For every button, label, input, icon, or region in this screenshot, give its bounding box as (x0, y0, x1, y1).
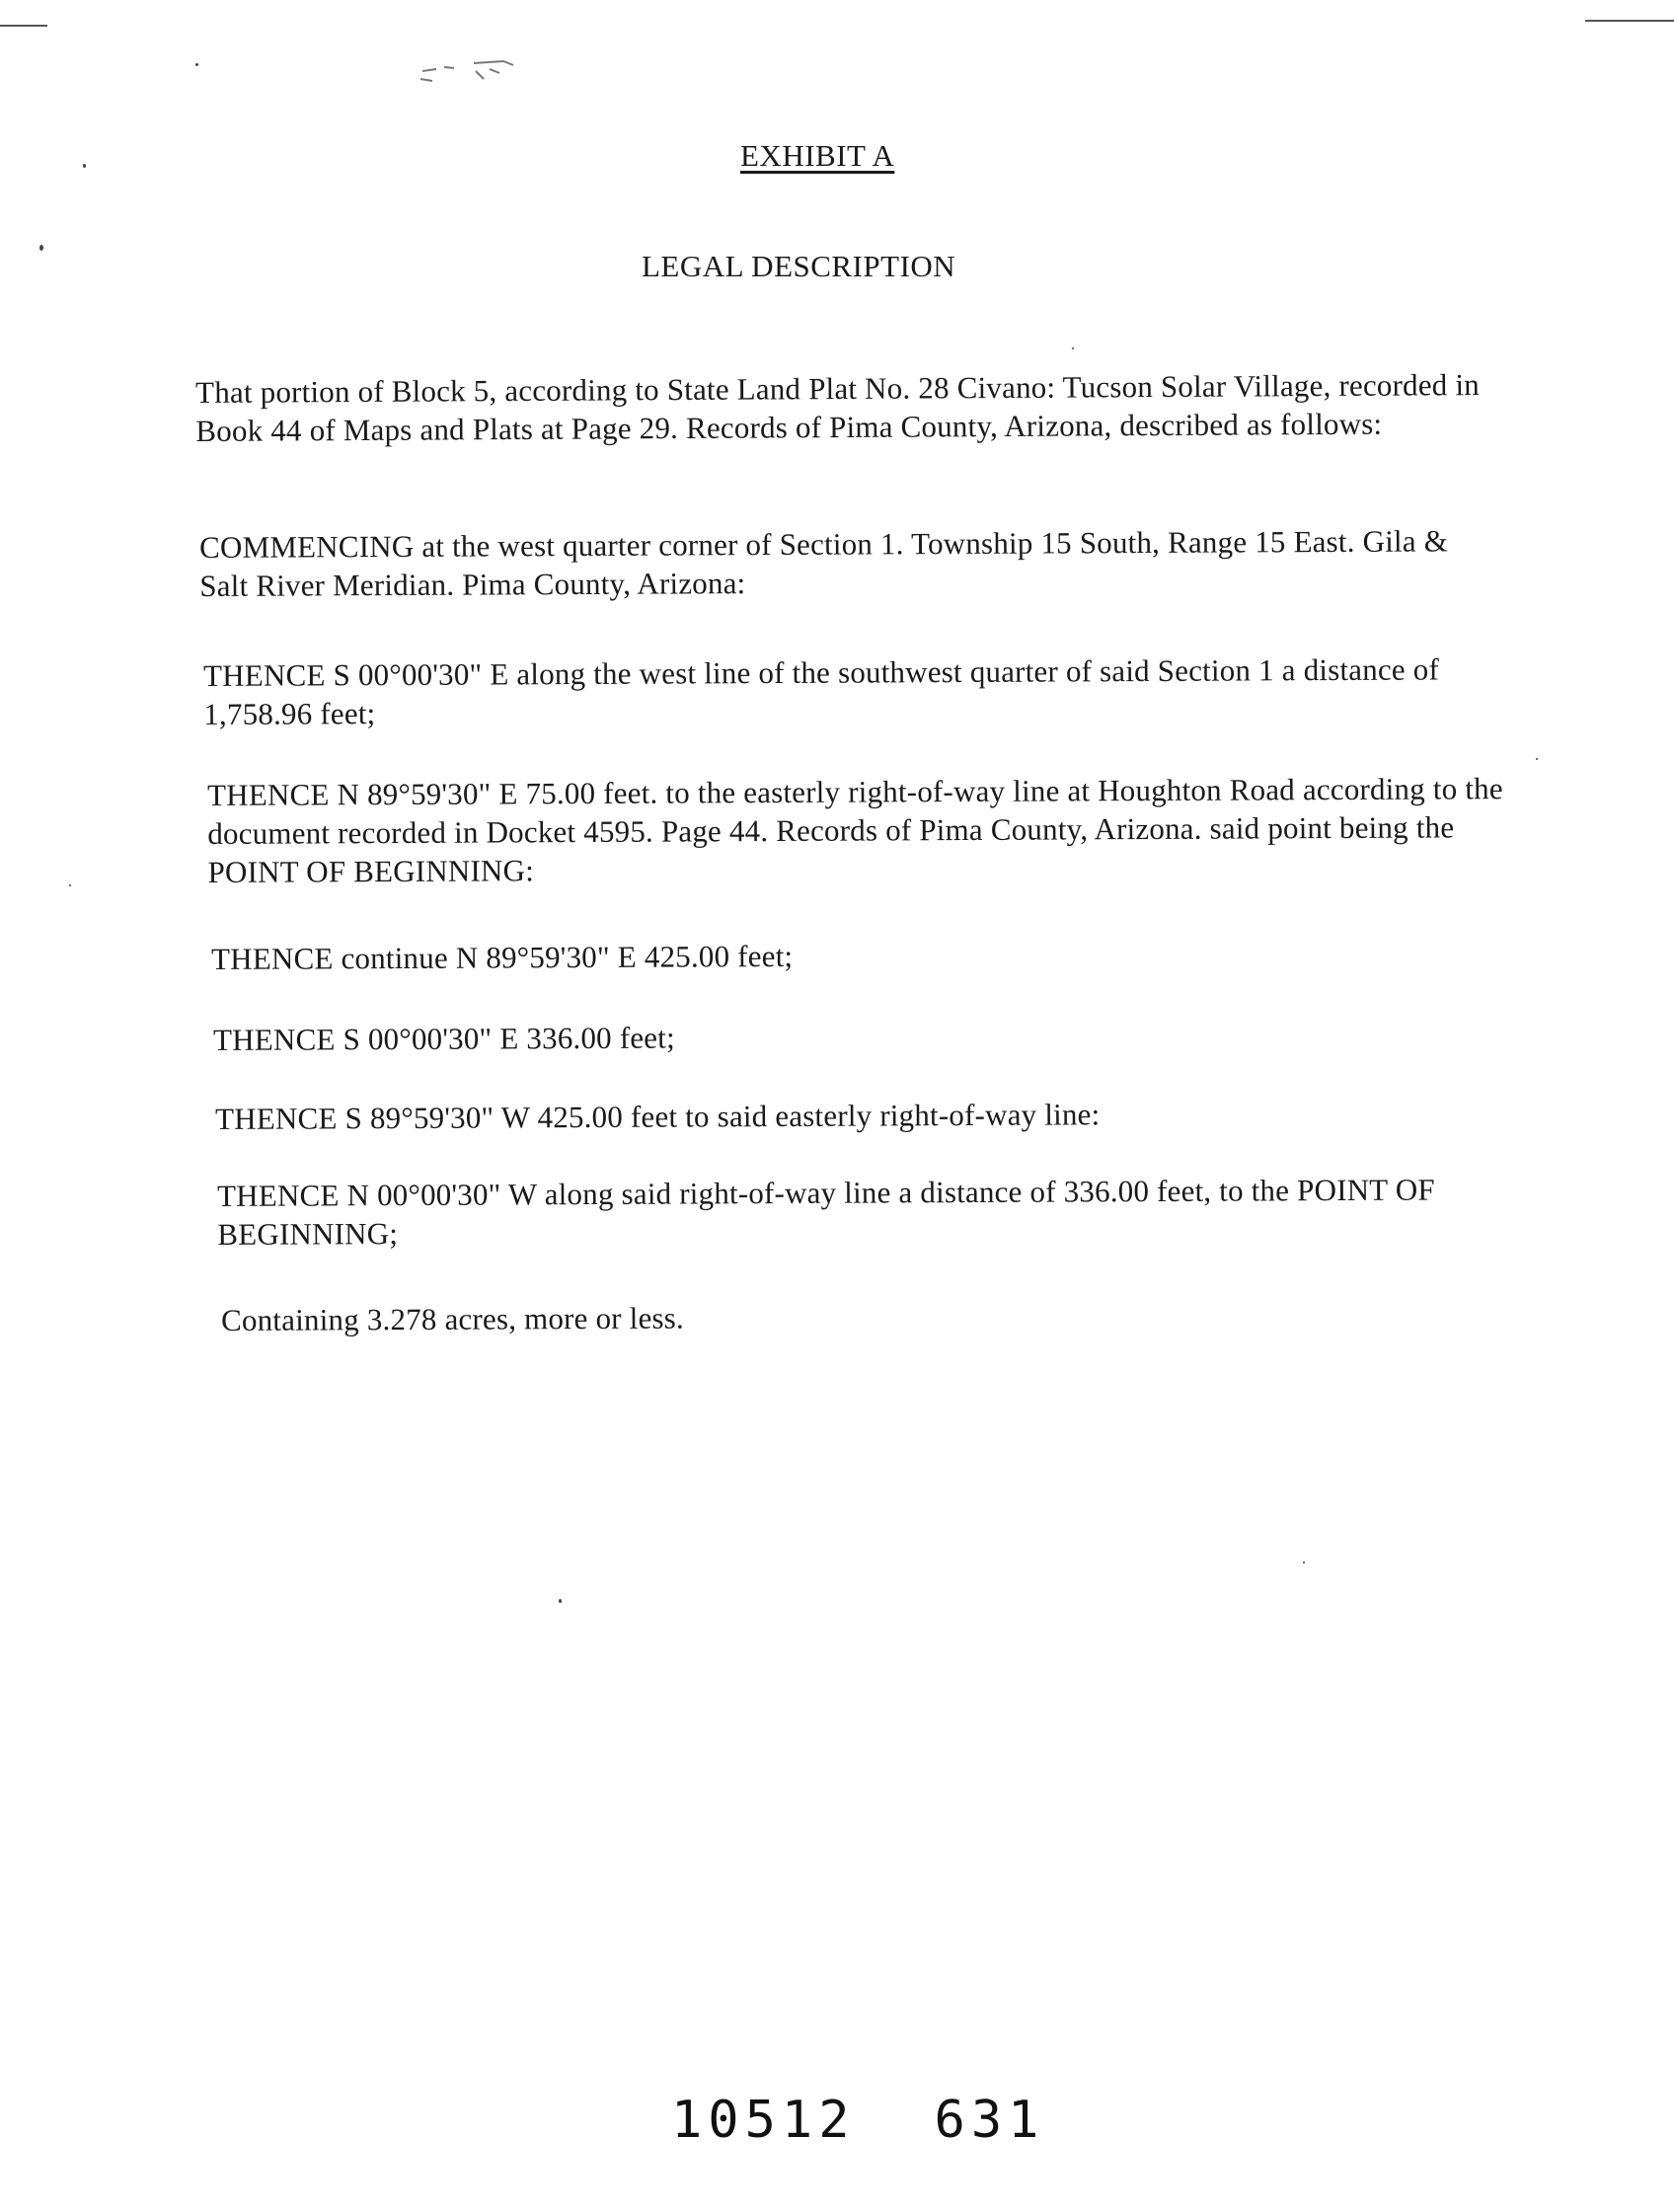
page-number: 631 (934, 2091, 1045, 2150)
legal-paragraph: THENCE S 00°00'30" E 336.00 feet; (213, 1020, 675, 1057)
scan-speck (39, 245, 43, 251)
exhibit-title: EXHIBIT A (740, 138, 895, 173)
legal-paragraph: THENCE S 00°00'30" E along the west line of the southwest quarter of said Section 1 a distance of 1,758.96 feet; (203, 651, 1440, 731)
scan-speck (1303, 1562, 1305, 1564)
scan-speck (195, 63, 198, 66)
section-title: LEGAL DESCRIPTION (642, 249, 956, 283)
scan-speck (69, 884, 71, 886)
scan-edge-mark-right (1585, 20, 1674, 22)
scan-speck (83, 164, 86, 168)
scan-speck (559, 1599, 562, 1603)
scan-edge-mark-left (0, 25, 47, 27)
scan-speck (1072, 347, 1074, 349)
legal-paragraph: COMMENCING at the west quarter corner of Section 1. Township 15 South, Range 15 East. Gila & Salt River Meridian. Pima County, Arizona: (199, 523, 1449, 603)
book-page-stamp (671, 2091, 1044, 2150)
legal-paragraph: THENCE N 00°00'30" W along said right-of-way line a distance of 336.00 feet, to the POINT OF BEGINNING; (217, 1172, 1435, 1252)
legal-paragraph: THENCE N 89°59'30" E 75.00 feet. to the easterly right-of-way line at Houghton Road according to the document recorded in Docket 4595. Page 44. Records of Pima County, Arizona. said point being the POINT OF BEGINNING: (207, 771, 1503, 889)
scan-speck (1536, 758, 1538, 760)
scan-smudge (415, 57, 553, 93)
legal-paragraph: THENCE S 89°59'30" W 425.00 feet to said easterly right-of-way line: (215, 1097, 1101, 1136)
legal-paragraph: THENCE continue N 89°59'30" E 425.00 feet; (211, 938, 794, 976)
legal-paragraph: Containing 3.278 acres, more or less. (221, 1300, 685, 1337)
legal-paragraph: That portion of Block 5, according to State Land Plat No. 28 Civano: Tucson Solar Village, recorded in Book 44 of Maps and Plats at Page 29. Records of Pima County, Arizona, described as follows: (195, 367, 1481, 448)
book-number: 10512 (671, 2091, 856, 2150)
